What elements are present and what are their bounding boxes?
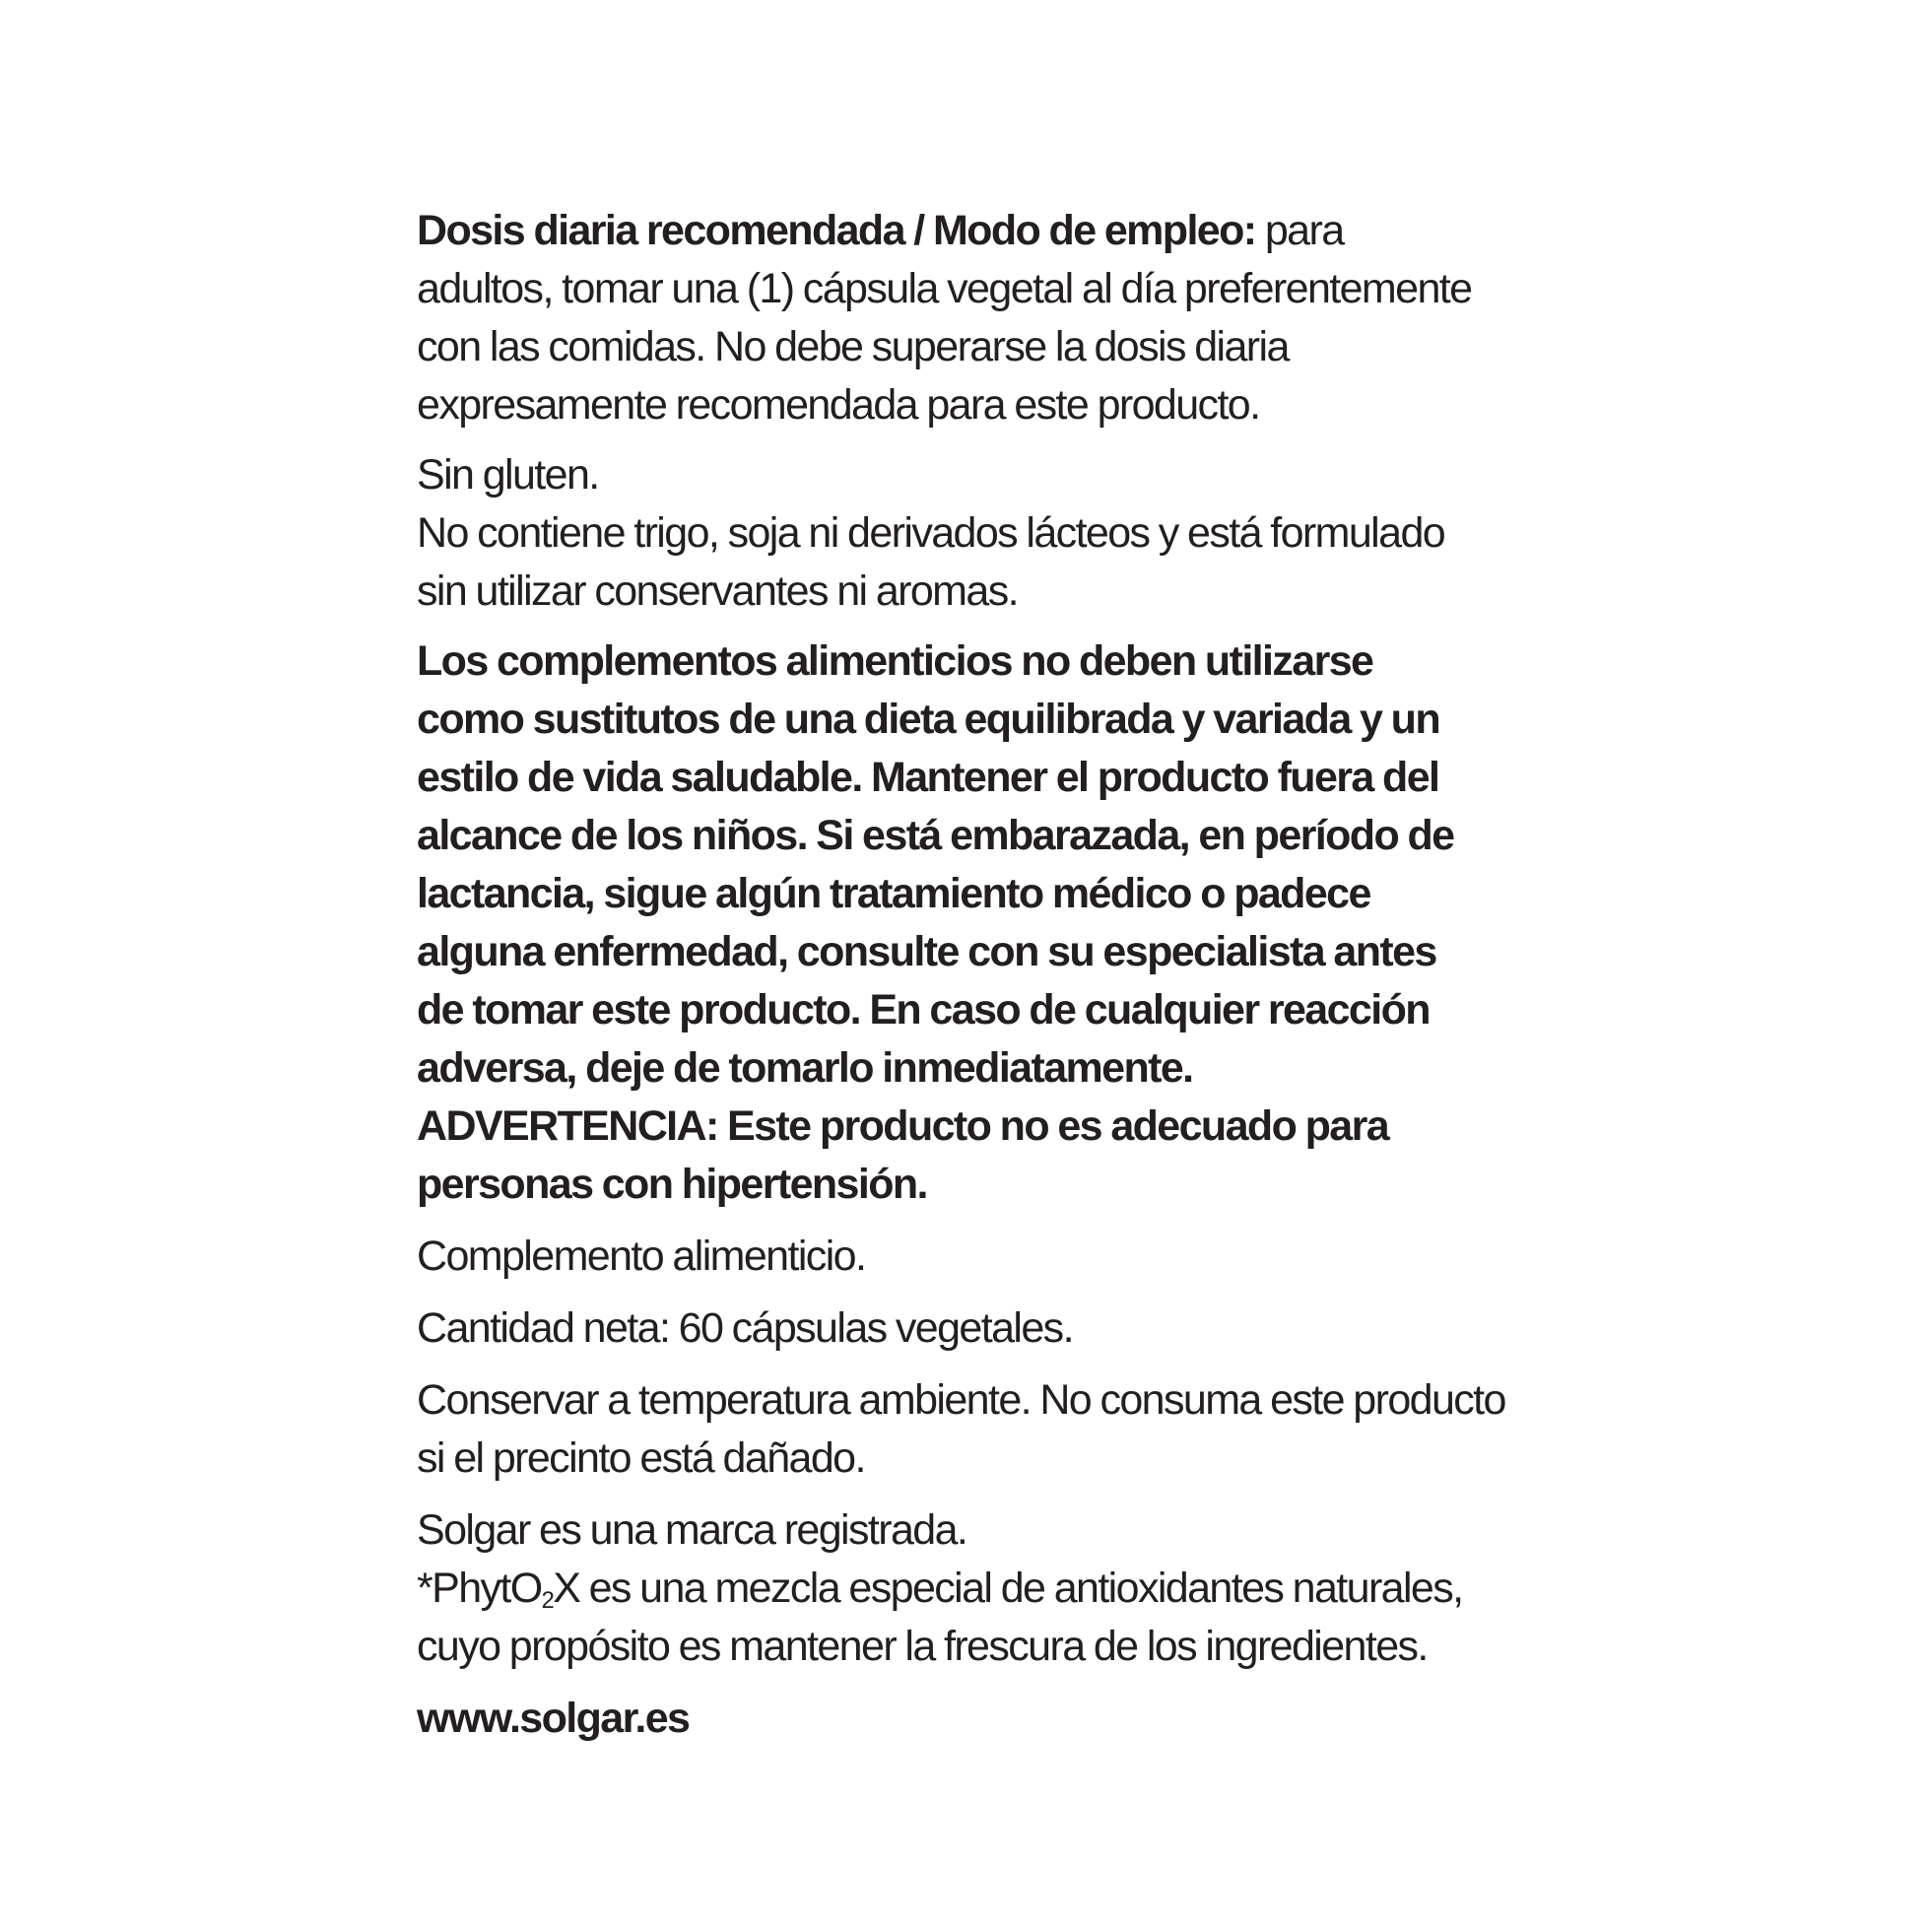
net-quantity-text: Cantidad neta: 60 cápsulas vegetales.: [417, 1304, 1073, 1352]
dosage-line-1: para: [1255, 207, 1344, 254]
free-from-line-2: sin utilizar conservantes ni aromas.: [417, 567, 1018, 615]
dosage-heading: Dosis diaria recomendada / Modo de empleo:: [417, 207, 1256, 254]
warning-line-2: como sustitutos de una dieta equilibrada y variada y un: [417, 696, 1439, 743]
dosage-line-3: con las comidas. No debe superarse la dosis diaria: [417, 323, 1289, 370]
warning-line-3: estilo de vida saludable. Mantener el producto fuera del: [417, 754, 1439, 801]
free-from-paragraph: [417, 446, 1579, 621]
storage-line-1: Conservar a temperatura ambiente. No consuma este producto: [417, 1376, 1505, 1424]
website-link[interactable]: www.solgar.es: [417, 1695, 690, 1742]
dosage-line-2: adultos, tomar una (1) cápsula vegetal al día preferentemente: [417, 265, 1472, 312]
gluten-free-text: Sin gluten.: [417, 451, 599, 499]
hypertension-warning-line-2: personas con hipertensión.: [417, 1161, 927, 1208]
warning-line-7: de tomar este producto. En caso de cualquier reacción: [417, 986, 1430, 1033]
phytox-prefix: *PhytO: [417, 1565, 542, 1612]
warning-line-4: alcance de los niños. Si está embarazada, en período de: [417, 812, 1454, 859]
dosage-paragraph: [417, 202, 1579, 434]
warning-line-6: alguna enfermedad, consulte con su especialista antes: [417, 928, 1436, 975]
phytox-suffix: X es una mezcla especial de antioxidantes naturales,: [553, 1565, 1463, 1612]
hypertension-warning-line-1: ADVERTENCIA: Este producto no es adecuado para: [417, 1102, 1389, 1150]
dosage-line-4: expresamente recomendada para este producto.: [417, 381, 1260, 429]
free-from-line-1: No contiene trigo, soja ni derivados lácteos y está formulado: [417, 509, 1445, 557]
trademark-text: Solgar es una marca registrada.: [417, 1506, 967, 1554]
phytox-subscript: 2: [541, 1587, 554, 1614]
warning-paragraph: [417, 633, 1579, 1214]
phytox-line-2: cuyo propósito es mantener la frescura de los ingredientes.: [417, 1623, 1428, 1670]
warning-line-5: lactancia, sigue algún tratamiento médico o padece: [417, 870, 1370, 917]
storage-paragraph: [417, 1371, 1579, 1488]
product-type-text: Complemento alimenticio.: [417, 1232, 866, 1280]
storage-line-2: si el precinto está dañado.: [417, 1434, 865, 1482]
phytox-paragraph: [417, 1560, 1579, 1676]
product-label-text: [417, 202, 1579, 1748]
warning-line-8: adversa, deje de tomarlo inmediatamente.: [417, 1044, 1193, 1092]
warning-line-1: Los complementos alimenticios no deben utilizarse: [417, 637, 1373, 685]
